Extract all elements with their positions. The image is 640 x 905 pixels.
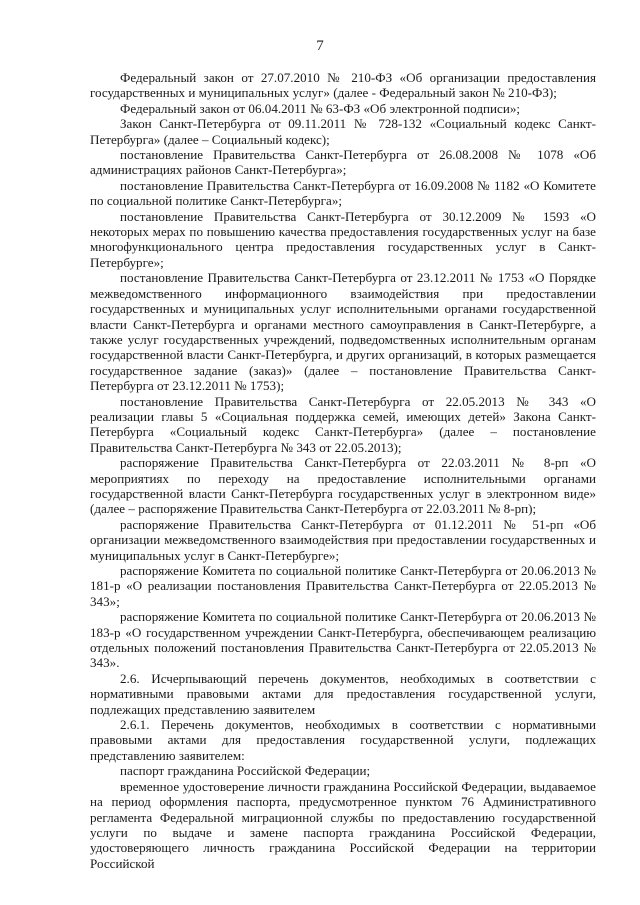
paragraph-decree-1078: постановление Правительства Санкт-Петербурга от 26.08.2008 № 1078 «Об администрациях районов Санкт-Петербурга»; <box>90 147 596 178</box>
paragraph-63fz: Федеральный закон от 06.04.2011 № 63-ФЗ «Об электронной подписи»; <box>120 100 521 116</box>
paragraph-order-183r: распоряжение Комитета по социальной политике Санкт-Петербурга от 20.06.2013 № 183-р «О государственном учреждении Санкт-Петербурга, обеспечивающем реализацию отдельных положений постановления Правительства Санкт-Петербурга от 22.05.2013 № 343». <box>90 609 596 671</box>
paragraph-order-8rp: распоряжение Правительства Санкт-Петербурга от 22.03.2011 № 8-рп «О мероприятиях по переходу на предоставление исполнительными органами государственной власти Санкт-Петербурга государственных услуг в электронном виде» (далее – распоряжение Правительства Санкт-Петербурга от 22.03.2011 № 8-рп); <box>90 455 596 517</box>
page-number: 7 <box>316 38 324 54</box>
section-2-6-1: 2.6.1. Перечень документов, необходимых в соответствии с нормативными правовыми актами для предоставления государственной услуги, подлежащих представлению заявителем: <box>90 717 596 763</box>
paragraph-decree-1182: постановление Правительства Санкт-Петербурга от 16.09.2008 № 1182 «О Комитете по социальной политике Санкт-Петербурга»; <box>90 177 596 209</box>
section-2-6-heading: 2.6. Исчерпывающий перечень документов, необходимых в соответствии с нормативными правовыми актами для предоставления государственной услуги, подлежащих представлению заявителем <box>90 670 596 717</box>
item-temporary-id: временное удостоверение личности гражданина Российской Федерации, выдаваемое на период оформления паспорта, предусмотренное пунктом 76 Административного регламента Федеральной миграционной службы по предоставлению государственной услуги по выдаче и замене паспорта гражданина Российской Федерации, удостоверяющего личность гражданина Российской Федерации на территории Российской <box>90 778 596 871</box>
paragraph-order-181r: распоряжение Комитета по социальной политике Санкт-Петербурга от 20.06.2013 № 181-р «О реализации постановления Правительства Санкт-Петербурга от 22.05.2013 № 343»; <box>90 563 596 609</box>
paragraph-decree-343: постановление Правительства Санкт-Петербурга от 22.05.2013 № 343 «О реализации главы 5 «Социальная поддержка семей, имеющих детей» Закона Санкт-Петербурга «Социальный кодекс Санкт-Петербурга» (далее – постановление Правительства Санкт-Петербурга № 343 от 22.05.2013); <box>90 393 596 455</box>
item-passport: паспорт гражданина Российской Федерации; <box>120 763 371 779</box>
paragraph-decree-1753: постановление Правительства Санкт-Петербурга от 23.12.2011 № 1753 «О Порядке межведомственного информационного взаимодействия при предоставлении государственных и муниципальных услуг исполнительными органами государственной власти Санкт-Петербурга и органами местного самоуправления в Санкт-Петербурге, а также услуг государственных учреждений, подведомственных исполнительным органам государственной власти Санкт-Петербурга, и других организаций, в которых размещается государственное задание (заказ)» (далее – постановление Правительства Санкт-Петербурга от 23.12.2011 № 1753); <box>90 270 596 394</box>
document-body <box>90 70 596 871</box>
paragraph-decree-1593: постановление Правительства Санкт-Петербурга от 30.12.2009 № 1593 «О некоторых мерах по повышению качества предоставления государственных услуг на базе многофункционального центра предоставления государственных услуг в Санкт-Петербурге»; <box>90 208 596 270</box>
paragraph-social-code: Закон Санкт-Петербурга от 09.11.2011 № 728-132 «Социальный кодекс Санкт-Петербурга» (далее – Социальный кодекс); <box>90 116 596 147</box>
paragraph-order-51rp: распоряжение Правительства Санкт-Петербурга от 01.12.2011 № 51-рп «Об организации межведомственного взаимодействия при предоставлении государственных и муниципальных услуг в Санкт-Петербурге»; <box>90 516 596 563</box>
paragraph-210fz: Федеральный закон от 27.07.2010 № 210-ФЗ «Об организации предоставления государственных и муниципальных услуг» (далее - Федеральный закон № 210-ФЗ); <box>90 70 596 101</box>
